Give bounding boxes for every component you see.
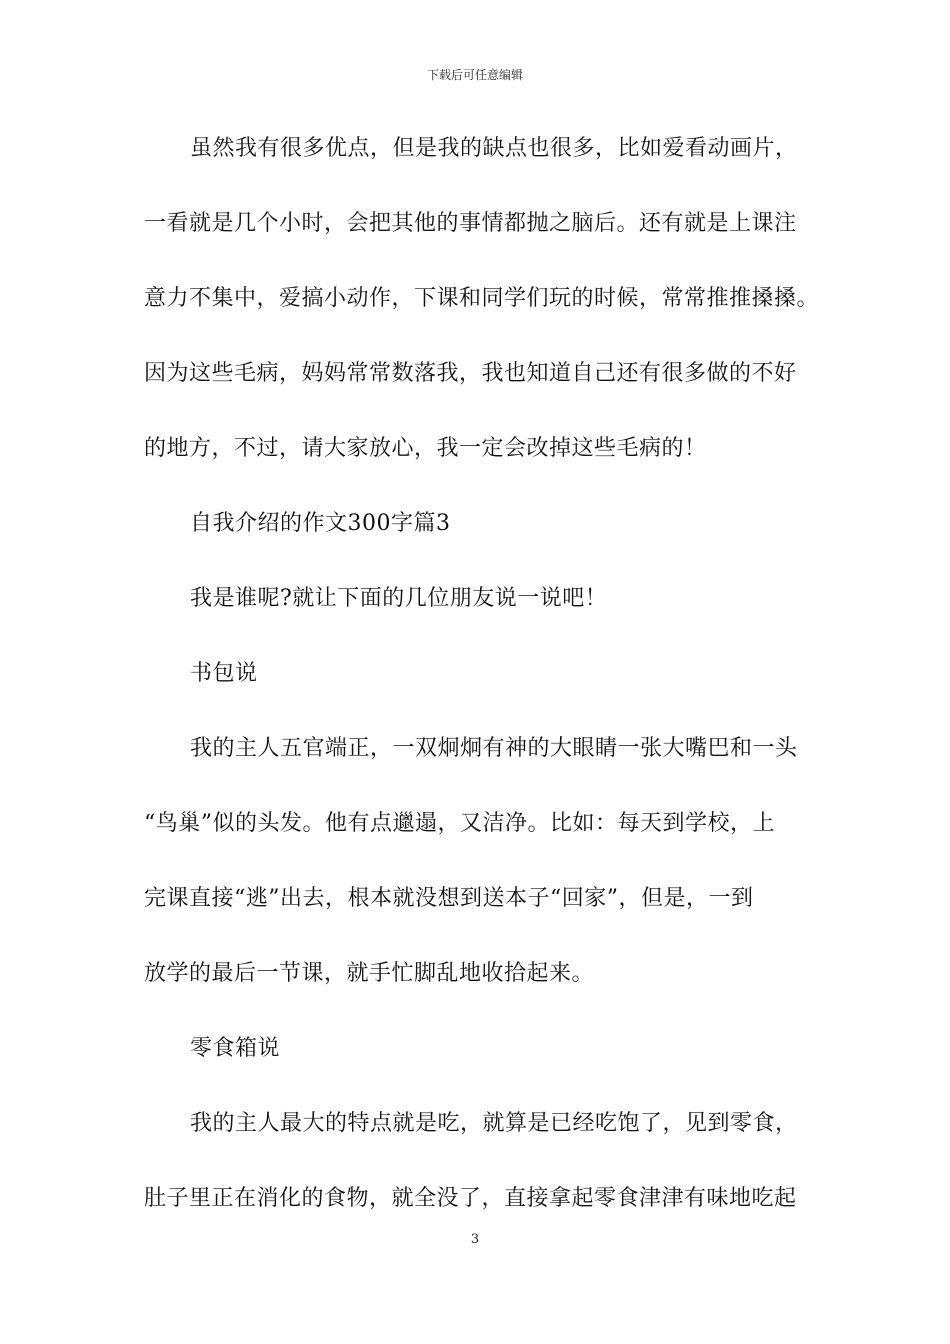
subheading: 零食箱说: [190, 1036, 281, 1061]
paragraph-line: 意力不集中，爱搞小动作，下课和同学们玩的时候，常常推推搡搡。: [144, 286, 820, 311]
paragraph-line: 放学的最后一节课，就手忙脚乱地收拾起来。: [144, 961, 595, 986]
paragraph-line: 一看就是几个小时，会把其他的事情都抛之脑后。还有就是上课注: [144, 211, 797, 236]
paragraph-line: 完课直接“逃”出去，根本就没想到送本子“回家”，但是，一到: [144, 886, 754, 911]
paragraph-line: 因为这些毛病，妈妈常常数落我，我也知道自己还有很多做的不好: [144, 361, 797, 386]
page-number: 3: [470, 1232, 480, 1247]
paragraph-line: “鸟巢”似的头发。他有点邋遢，又洁净。比如：每天到学校，上: [144, 811, 775, 836]
paragraph-line: 我是谁呢?就让下面的几位朋友说一说吧！: [190, 586, 608, 611]
paragraph-line: 虽然我有很多优点，但是我的缺点也很多，比如爱看动画片，: [190, 136, 798, 161]
section-heading: 自我介绍的作文300字篇3: [190, 511, 451, 536]
paragraph-line: 我的主人五官端正，一双炯炯有神的大眼睛一张大嘴巴和一头: [190, 736, 798, 761]
document-body: [144, 127, 820, 1252]
paragraph-line: 我的主人最大的特点就是吃，就算是已经吃饱了，见到零食，: [190, 1111, 798, 1136]
page-header: 下载后可任意编辑: [426, 68, 523, 82]
paragraph-line: 肚子里正在消化的食物，就全没了，直接拿起零食津津有味地吃起: [144, 1186, 797, 1211]
subheading: 书包说: [190, 661, 258, 686]
paragraph-line: 的地方，不过，请大家放心，我一定会改掉这些毛病的！: [144, 436, 707, 461]
